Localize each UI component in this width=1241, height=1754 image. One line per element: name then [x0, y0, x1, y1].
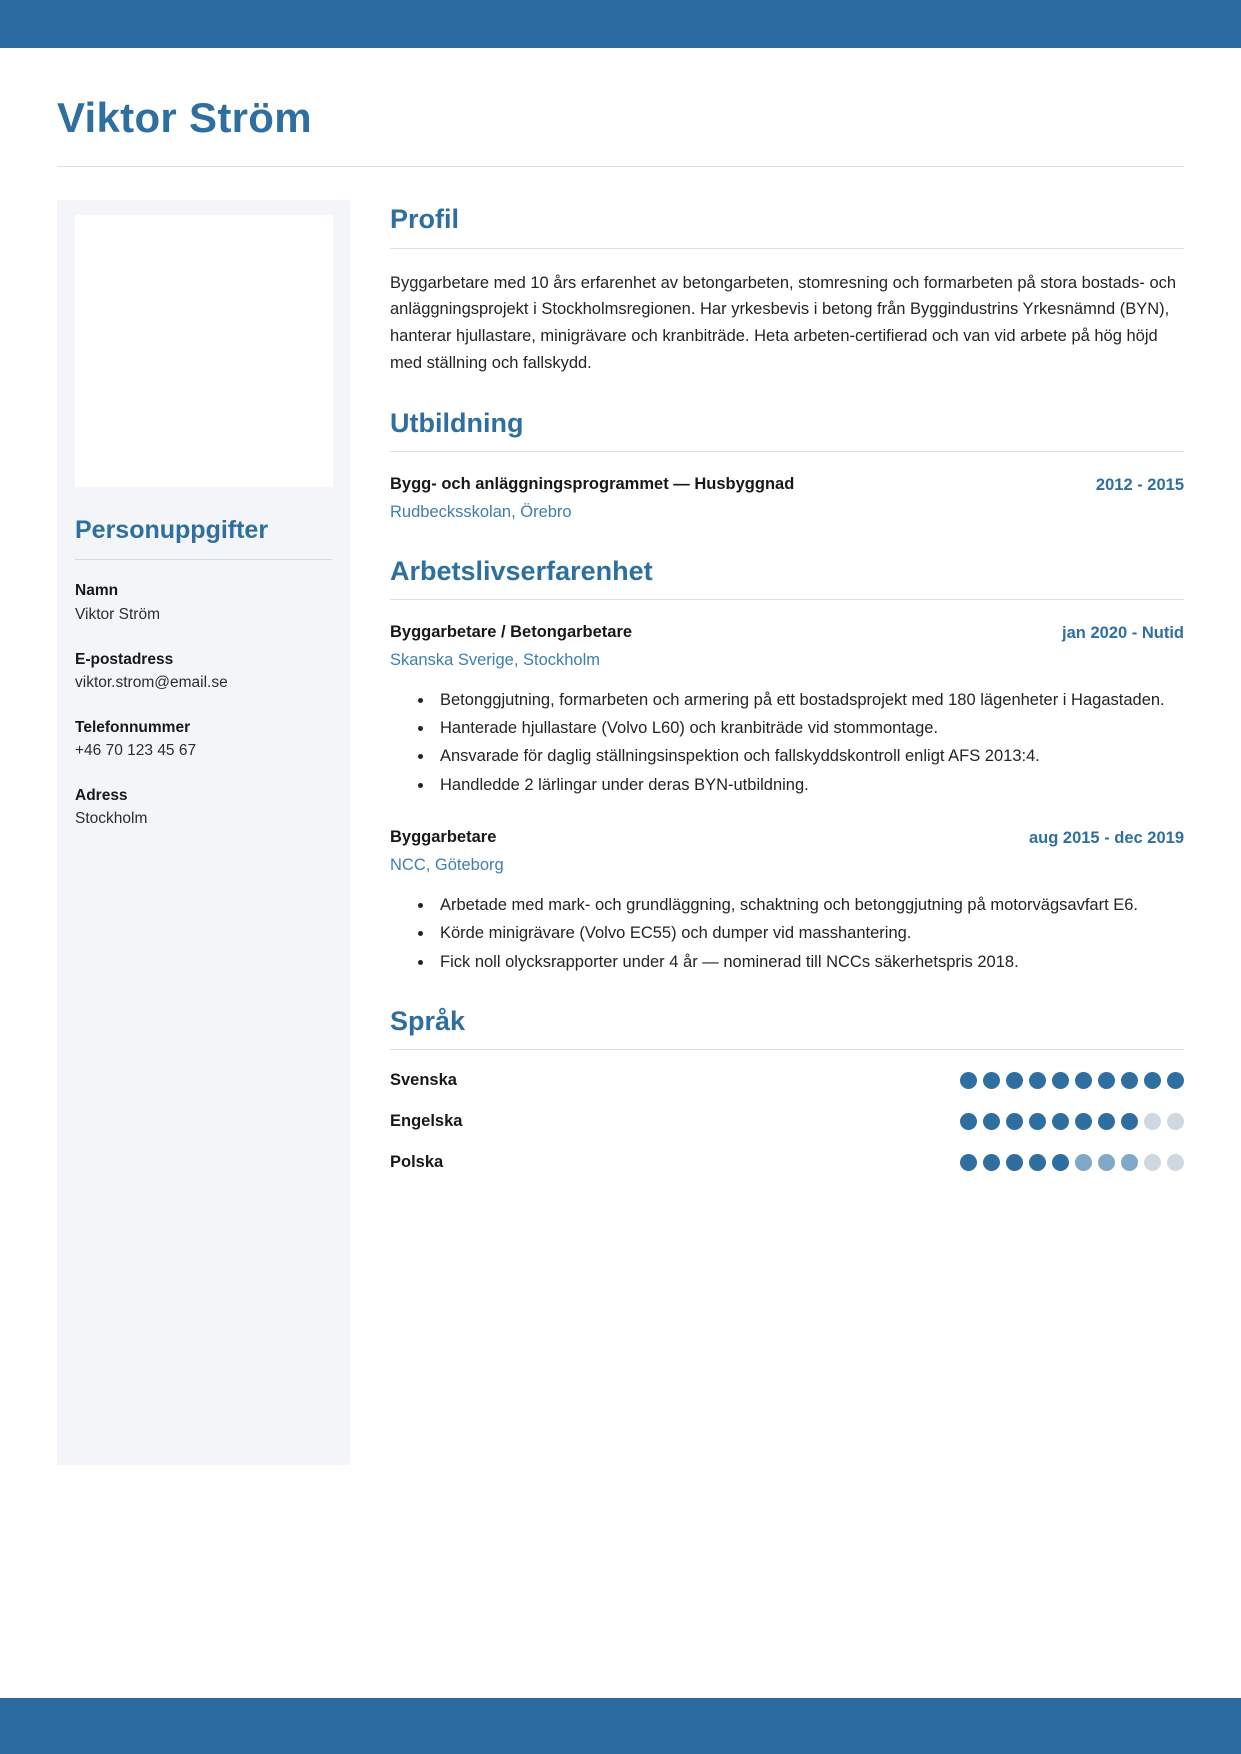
rating-dot-filled: [1006, 1154, 1023, 1171]
experience-title: Byggarbetare: [390, 828, 497, 847]
rating-dot-filled: [960, 1072, 977, 1089]
list-item: • Betonggjutning, formarbeten och armering på ett bostadsprojekt med 180 lägenheter i Hagastaden.: [434, 687, 1184, 713]
list-item: • Arbetade med mark- och grundläggning, schaktning och betonggjutning på motorvägsavfart E6.: [434, 892, 1184, 918]
field-value[interactable]: +46 70 123 45 67: [75, 742, 197, 760]
experience-title: Byggarbetare / Betongarbetare: [390, 623, 633, 642]
education-date: 2012 - 2015: [1095, 475, 1184, 494]
language-rating-dots: [960, 1072, 1184, 1089]
rating-dot-filled: [1029, 1113, 1046, 1130]
section-experience: [390, 555, 1184, 975]
section-heading-profile: Profil: [390, 204, 460, 235]
profile-text: Byggarbetare med 10 års erfarenhet av betongarbeten, stomresning och formarbeten på stora bostads- och anläggningsprojekt i Stockholmsregionen. Har yrkesbevis i betong från Byggindustrins Yrkesnämnd (BYN), hanterar hjullastare, minigrävare och kranbiträde. Heta arbeten-certifierad och van vid arbete på hög höjd med ställning och fallskydd.: [390, 273, 1177, 372]
language-name: Polska: [390, 1153, 444, 1172]
experience-bullets: [390, 687, 1184, 799]
experience-date: aug 2015 - dec 2019: [1028, 829, 1184, 848]
language-rating-dots: [960, 1113, 1184, 1130]
rating-dot-filled: [1006, 1113, 1023, 1130]
list-item: • Hanterade hjullastare (Volvo L60) och kranbiträde vid stommontage.: [434, 715, 1184, 741]
education-title: Bygg- och anläggningsprogrammet — Husbyggnad: [390, 474, 795, 493]
education-school: Rudbecksskolan, Örebro: [390, 502, 572, 521]
section-divider: [390, 599, 1184, 600]
rating-dot-empty: [1121, 1154, 1138, 1171]
field-label: Namn: [75, 582, 119, 600]
experience-date: jan 2020 - Nutid: [1062, 624, 1184, 643]
cv-columns: [57, 200, 1184, 1465]
rating-dot-filled: [1075, 1072, 1092, 1089]
rating-dot-filled: [1098, 1072, 1115, 1089]
sidebar-divider: [75, 559, 332, 560]
rating-dot-empty: [1167, 1113, 1184, 1130]
sidebar: [57, 200, 350, 1465]
list-item: • Handledde 2 lärlingar under deras BYN-utbildning.: [434, 772, 1184, 798]
section-divider: [390, 248, 1184, 249]
name-divider: [57, 166, 1184, 167]
experience-company: Skanska Sverige, Stockholm: [390, 650, 601, 669]
language-row: [390, 1071, 1184, 1090]
list-item: • Körde minigrävare (Volvo EC55) och dumper vid masshantering.: [434, 920, 1184, 946]
language-name: Engelska: [390, 1112, 463, 1131]
entry-header: [390, 621, 1184, 646]
entry-header: [390, 473, 1184, 498]
field-namn: [75, 579, 332, 626]
section-languages: [390, 1005, 1184, 1172]
rating-dot-filled: [1121, 1113, 1138, 1130]
bottom-accent-bar: [0, 1698, 1241, 1754]
rating-dot-filled: [1029, 1072, 1046, 1089]
main-column: [350, 200, 1184, 1202]
rating-dot-empty: [1144, 1113, 1161, 1130]
rating-dot-filled: [1075, 1113, 1092, 1130]
list-item: • Fick noll olycksrapporter under 4 år — nominerad till NCCs säkerhetspris 2018.: [434, 949, 1184, 975]
education-entry: [390, 473, 1184, 525]
name-header: [57, 48, 1184, 167]
rating-dot-empty: [1144, 1154, 1161, 1171]
rating-dot-filled: [1052, 1072, 1069, 1089]
section-heading-experience: Arbetslivserfarenhet: [390, 555, 653, 586]
field-telefon: [75, 716, 332, 763]
rating-dot-empty: [1098, 1154, 1115, 1171]
language-rating-dots: [960, 1154, 1184, 1171]
rating-dot-empty: [1167, 1154, 1184, 1171]
list-item: • Ansvarade för daglig ställningsinspektion och fallskyddskontroll enligt AFS 2013:4.: [434, 743, 1184, 769]
rating-dot-filled: [1144, 1072, 1161, 1089]
experience-company: NCC, Göteborg: [390, 856, 504, 875]
rating-dot-filled: [1167, 1072, 1184, 1089]
language-name: Svenska: [390, 1071, 457, 1090]
language-row: [390, 1112, 1184, 1131]
field-label: Adress: [75, 787, 128, 805]
rating-dot-filled: [1098, 1113, 1115, 1130]
field-value: Viktor Ström: [75, 605, 160, 623]
field-value: Stockholm: [75, 810, 148, 828]
rating-dot-filled: [960, 1113, 977, 1130]
rating-dot-filled: [960, 1154, 977, 1171]
experience-entry: [390, 621, 1184, 798]
section-profile: [390, 203, 1184, 376]
photo-placeholder: [75, 215, 333, 487]
entry-header: [390, 826, 1184, 851]
rating-dot-filled: [983, 1113, 1000, 1130]
top-accent-bar: [0, 0, 1241, 48]
field-email: [75, 648, 332, 695]
field-label: E-postadress: [75, 650, 174, 668]
rating-dot-filled: [1121, 1072, 1138, 1089]
field-value[interactable]: viktor.strom@email.se: [75, 673, 228, 691]
language-row: [390, 1153, 1184, 1172]
sidebar-heading-personal: Personuppgifter: [75, 516, 269, 545]
section-heading-languages: Språk: [390, 1006, 466, 1037]
page-title: Viktor Ström: [57, 94, 312, 141]
page-content: [0, 48, 1241, 1698]
section-divider: [390, 451, 1184, 452]
rating-dot-filled: [1052, 1113, 1069, 1130]
rating-dot-filled: [1052, 1154, 1069, 1171]
rating-dot-filled: [983, 1072, 1000, 1089]
rating-dot-filled: [983, 1154, 1000, 1171]
rating-dot-filled: [1006, 1072, 1023, 1089]
experience-entry: [390, 826, 1184, 975]
section-education: [390, 407, 1184, 525]
field-adress: [75, 784, 332, 831]
section-divider: [390, 1049, 1184, 1050]
field-label: Telefonnummer: [75, 718, 191, 736]
rating-dot-filled: [1029, 1154, 1046, 1171]
experience-bullets: [390, 892, 1184, 975]
section-heading-education: Utbildning: [390, 407, 524, 438]
rating-dot-empty: [1075, 1154, 1092, 1171]
